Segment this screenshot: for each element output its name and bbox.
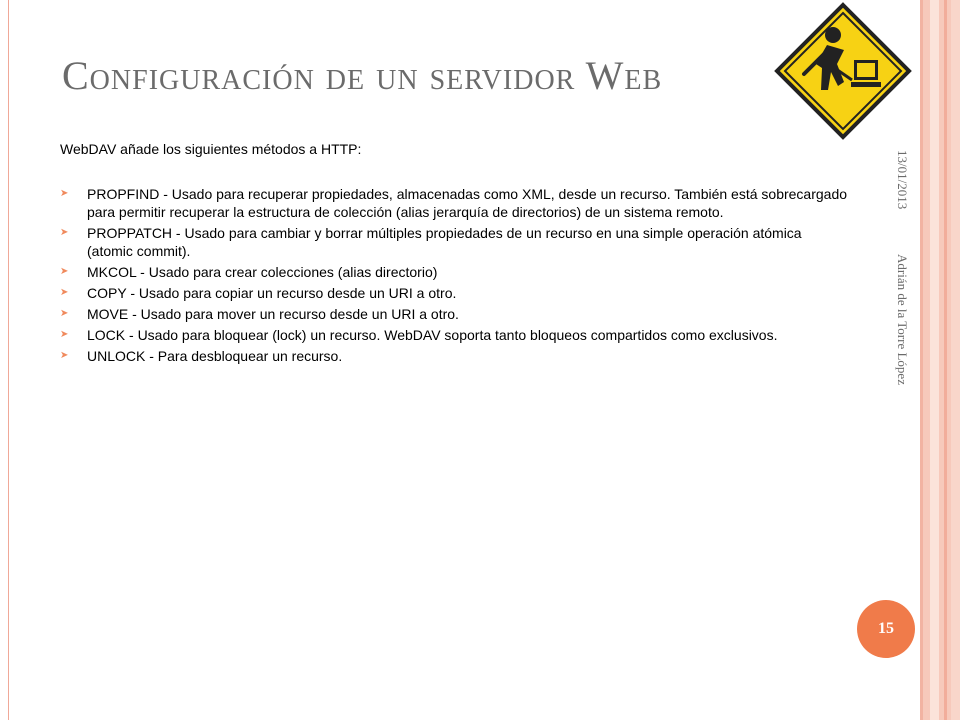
- under-construction-sign-icon: [774, 2, 912, 140]
- list-item-text: PROPFIND - Usado para recuperar propiedades, almacenadas como XML, desde un recurso. También está sobrecargado para permitir recuperar la estructura de colección (alias jerarquía de directorios) de un sistema remoto.: [87, 186, 848, 220]
- arrowhead-bullet-icon: ➤: [60, 266, 69, 277]
- list-item-text: MKCOL - Usado para crear colecciones (alias directorio): [87, 264, 438, 280]
- arrowhead-bullet-icon: ➤: [60, 188, 69, 199]
- page-number-badge: 15: [857, 600, 915, 658]
- list-item: [60, 185, 850, 221]
- list-item: [60, 224, 850, 260]
- list-item: [60, 347, 850, 365]
- list-item-text: MOVE - Usado para mover un recurso desde un URI a otro.: [87, 306, 459, 322]
- intro-text: WebDAV añade los siguientes métodos a HTTP:: [60, 141, 362, 157]
- arrowhead-bullet-icon: ➤: [60, 308, 69, 319]
- list-item-text: UNLOCK - Para desbloquear un recurso.: [87, 348, 343, 364]
- list-item: [60, 326, 850, 344]
- arrowhead-bullet-icon: ➤: [60, 287, 69, 298]
- slide-author: Adrián de la Torre López: [895, 254, 910, 386]
- arrowhead-bullet-icon: ➤: [60, 329, 69, 340]
- arrowhead-bullet-icon: ➤: [60, 227, 69, 238]
- right-decorative-stripes: [920, 0, 960, 720]
- slide-title: Configuración de un servidor Web: [62, 53, 663, 98]
- arrowhead-bullet-icon: ➤: [60, 350, 69, 361]
- list-item-text: COPY - Usado para copiar un recurso desde un URI a otro.: [87, 285, 457, 301]
- side-meta: [890, 150, 910, 450]
- list-item: [60, 284, 850, 302]
- slide-date: 13/01/2013: [895, 150, 910, 210]
- list-item: [60, 263, 850, 281]
- list-item: [60, 305, 850, 323]
- methods-list: [60, 185, 850, 368]
- list-item-text: LOCK - Usado para bloquear (lock) un recurso. WebDAV soporta tanto bloqueos compartidos como exclusivos.: [87, 327, 778, 343]
- left-border-line: [8, 0, 9, 720]
- list-item-text: PROPPATCH - Usado para cambiar y borrar múltiples propiedades de un recurso en una simple operación atómica (atomic commit).: [87, 225, 802, 259]
